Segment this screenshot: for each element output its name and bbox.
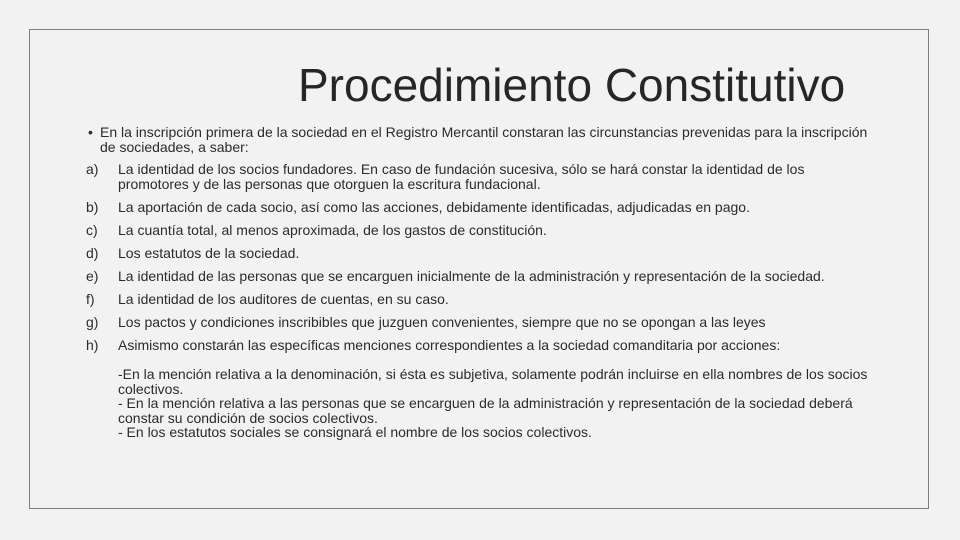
list-item-text: La cuantía total, al menos aproximada, de los gastos de constitución. xyxy=(118,222,547,238)
intro-bullet xyxy=(86,125,876,155)
list-item-text: La aportación de cada socio, así como las acciones, debidamente identificadas, adjudicadas en pago. xyxy=(118,199,750,215)
intro-text: En la inscripción primera de la sociedad en el Registro Mercantil constaran las circunstancias prevenidas para la inscripción de sociedades, a saber: xyxy=(100,124,868,155)
list-marker: c) xyxy=(86,222,98,238)
list-marker: h) xyxy=(86,337,99,353)
list-marker: f) xyxy=(86,291,95,307)
list-item-e xyxy=(86,269,876,284)
list-item-f xyxy=(86,292,876,307)
list-item-d xyxy=(86,246,876,261)
list-item-h xyxy=(86,338,876,353)
list-item-g xyxy=(86,315,876,330)
list-item-text: Asimismo constarán las específicas menciones correspondientes a la sociedad comanditaria por acciones: xyxy=(118,337,781,353)
list-marker: a) xyxy=(86,161,99,177)
list-item-text: La identidad de las personas que se encarguen inicialmente de la administración y representación de la sociedad. xyxy=(118,268,825,284)
sub-item: - En la mención relativa a las personas que se encarguen de la administración y representación de la sociedad deberá constar su condición de socios colectivos. xyxy=(118,395,853,426)
list-item-text: Los estatutos de la sociedad. xyxy=(118,245,300,261)
sub-items xyxy=(118,367,876,440)
list-item-b xyxy=(86,200,876,215)
list-item-a xyxy=(86,162,876,192)
slide-title: Procedimiento Constitutivo xyxy=(298,59,846,111)
sub-item: - En los estatutos sociales se consignará el nombre de los socios colectivos. xyxy=(118,424,592,440)
bullet-icon: • xyxy=(88,124,93,140)
list-item-text: La identidad de los socios fundadores. En caso de fundación sucesiva, sólo se hará constar la identidad de los promotores y de las personas que otorguen la escritura fundacional. xyxy=(118,161,805,192)
list-marker: b) xyxy=(86,199,99,215)
list-item-text: Los pactos y condiciones inscribibles que juzguen convenientes, siempre que no se opongan a las leyes xyxy=(118,314,766,330)
slide-body xyxy=(86,125,876,440)
list-marker: g) xyxy=(86,314,99,330)
sub-item: -En la mención relativa a la denominación, si ésta es subjetiva, solamente podrán incluirse en ella nombres de los socios colectivos. xyxy=(118,366,868,397)
list-marker: d) xyxy=(86,245,99,261)
list-item-text: La identidad de los auditores de cuentas, en su caso. xyxy=(118,291,449,307)
list-marker: e) xyxy=(86,268,99,284)
list-item-c xyxy=(86,223,876,238)
